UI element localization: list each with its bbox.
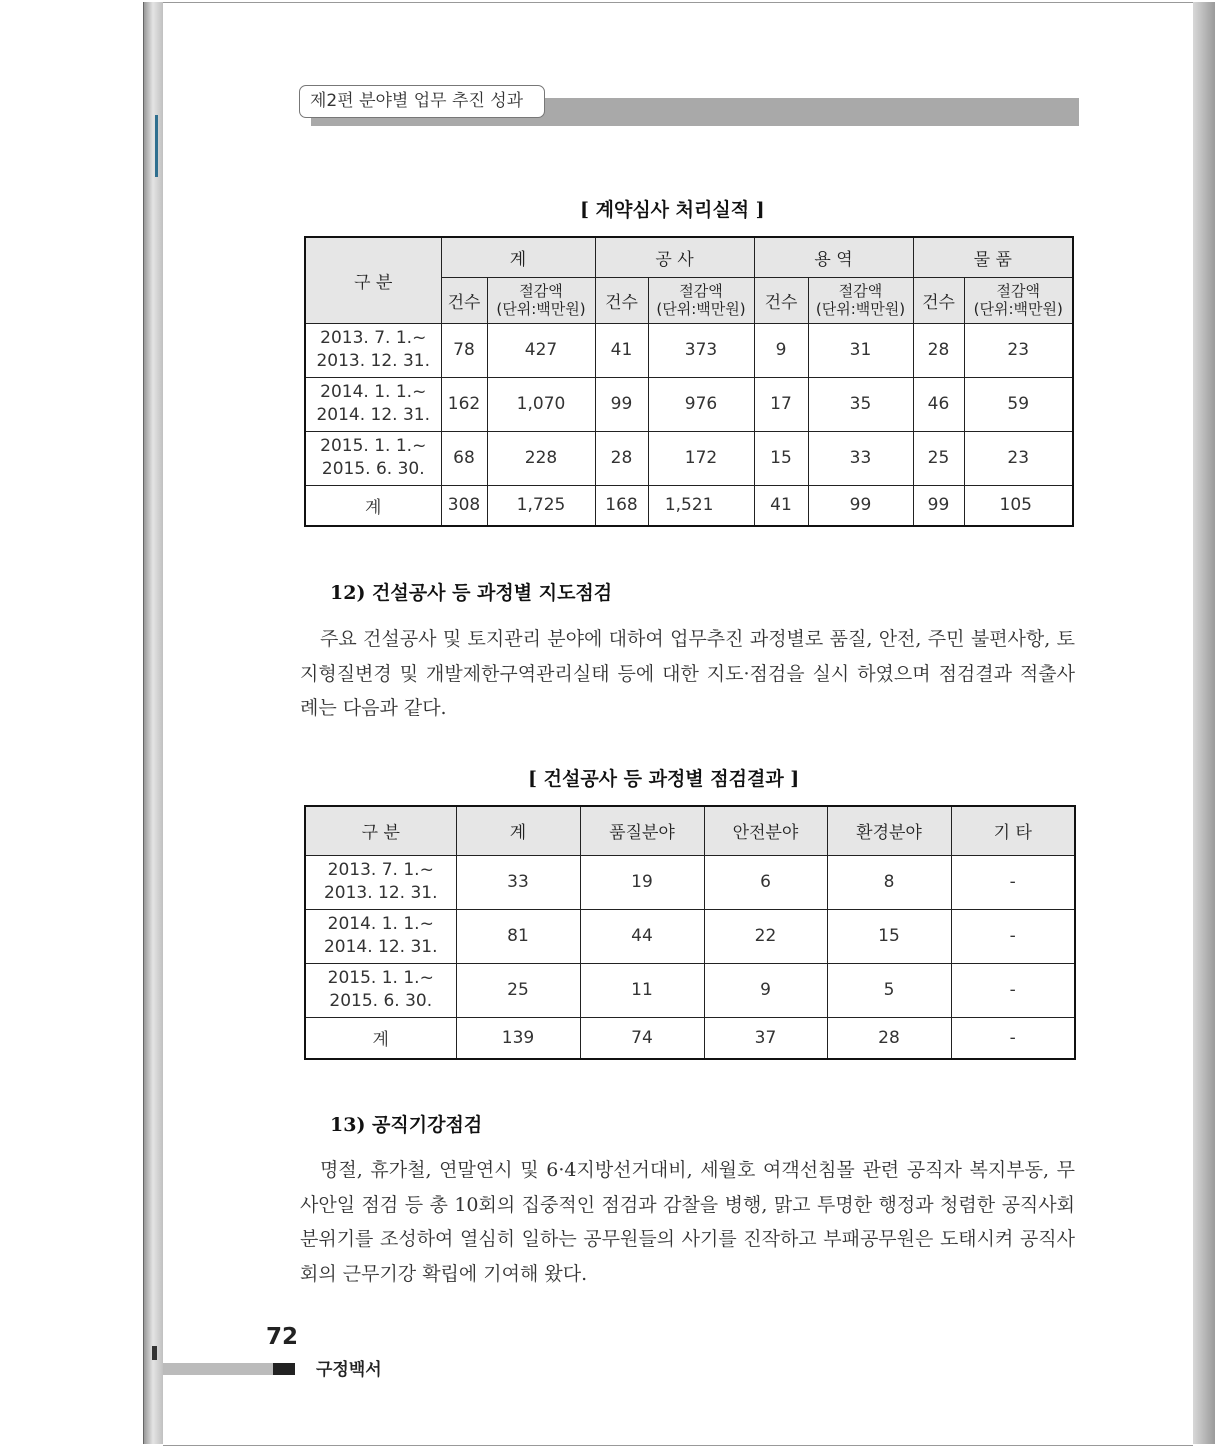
footer-bar: [163, 1363, 273, 1375]
cell: 25: [456, 963, 580, 1017]
total-label: 계: [305, 485, 441, 526]
subheader-count: 건수: [441, 277, 487, 323]
period-end: 2014. 12. 31.: [323, 937, 438, 957]
cell: 15: [827, 909, 951, 963]
cell: 15: [754, 431, 808, 485]
cell: 99: [808, 485, 913, 526]
header-cell: 안전분야: [704, 806, 827, 855]
amount-label: 절감액: [996, 282, 1040, 300]
cell: 6: [704, 855, 827, 909]
cell: 68: [441, 431, 487, 485]
header-cell: 계: [456, 806, 580, 855]
cell: 22: [704, 909, 827, 963]
period-start: 2013. 7. 1.~: [320, 328, 427, 348]
cell: -: [951, 1017, 1075, 1059]
cell: 162: [441, 377, 487, 431]
period-end: 2015. 6. 30.: [321, 459, 425, 479]
cell: 8: [827, 855, 951, 909]
cell: 28: [913, 323, 964, 377]
period-cell: [305, 855, 456, 909]
total-row: [305, 485, 1073, 526]
cell: -: [951, 909, 1075, 963]
cell: 105: [964, 485, 1073, 526]
cell: 46: [913, 377, 964, 431]
cell: 168: [595, 485, 648, 526]
header-cell: 품질분야: [580, 806, 704, 855]
cell: 427: [487, 323, 595, 377]
cell: 139: [456, 1017, 580, 1059]
amount-unit: (단위:백만원): [973, 300, 1063, 318]
period-start: 2013. 7. 1.~: [327, 860, 434, 880]
table-row: [305, 855, 1075, 909]
cell: 33: [456, 855, 580, 909]
period-cell: [305, 431, 441, 485]
period-cell: [305, 377, 441, 431]
cell: 1,521: [648, 485, 754, 526]
table-row: [305, 909, 1075, 963]
header-cell: 기 타: [951, 806, 1075, 855]
amount-label: 절감액: [838, 282, 883, 300]
cell: 35: [808, 377, 913, 431]
cell: 11: [580, 963, 704, 1017]
cell: 1,070: [487, 377, 595, 431]
table1-caption: [ 계약심사 처리실적 ]: [580, 199, 765, 221]
group-header: 물 품: [913, 237, 1073, 277]
cell: -: [951, 963, 1075, 1017]
cell: 31: [808, 323, 913, 377]
group-header: 계: [441, 237, 595, 277]
period-start: 2015. 1. 1.~: [320, 436, 427, 456]
cell: 33: [808, 431, 913, 485]
amount-unit: (단위:백만원): [815, 300, 906, 318]
table-row: [305, 323, 1073, 377]
cell: 976: [648, 377, 754, 431]
subheader-amount: [964, 277, 1073, 323]
subheader-amount: [808, 277, 913, 323]
period-start: 2014. 1. 1.~: [320, 382, 427, 402]
section12-body: 주요 건설공사 및 토지관리 분야에 대하여 업무추진 과정별로 품질, 안전, 주민 불편사항, 토지형질변경 및 개발제한구역관리실태 등에 대한 지도·점검을 실시 하였으며 점검결과 적출사례는 다음과 같다.: [300, 628, 1075, 719]
header-cell: 환경분야: [827, 806, 951, 855]
period-end: 2015. 6. 30.: [329, 991, 433, 1011]
period-cell: [305, 909, 456, 963]
cell: 41: [595, 323, 648, 377]
cell: 59: [964, 377, 1073, 431]
total-label: 계: [305, 1017, 456, 1059]
table-row: [305, 377, 1073, 431]
cell: 74: [580, 1017, 704, 1059]
spine-bookmark: [155, 115, 158, 177]
group-header: 용 역: [754, 237, 913, 277]
spine-mark: [152, 1346, 157, 1360]
cell: 1,725: [487, 485, 595, 526]
cell: 99: [913, 485, 964, 526]
contract-review-table: [304, 236, 1074, 527]
cell: 28: [595, 431, 648, 485]
cell: 17: [754, 377, 808, 431]
cell: 28: [827, 1017, 951, 1059]
period-cell: [305, 323, 441, 377]
cell: 37: [704, 1017, 827, 1059]
subheader-amount: [487, 277, 595, 323]
header-cell: 구 분: [305, 806, 456, 855]
period-start: 2015. 1. 1.~: [327, 968, 434, 988]
period-end: 2013. 12. 31.: [323, 883, 438, 903]
cell: 228: [487, 431, 595, 485]
book-spine: [143, 2, 164, 1444]
subheader-count: 건수: [754, 277, 808, 323]
section12-title: 12) 건설공사 등 과정별 지도점검: [330, 582, 613, 604]
section-tab: 제2편 분야별 업무 추진 성과: [299, 85, 545, 118]
cell: 9: [704, 963, 827, 1017]
cell: 19: [580, 855, 704, 909]
subheader-amount: [648, 277, 754, 323]
cell: 5: [827, 963, 951, 1017]
header-gubun: 구 분: [305, 237, 441, 323]
amount-label: 절감액: [519, 282, 563, 300]
amount-unit: (단위:백만원): [656, 300, 746, 318]
book-title: 구정백서: [316, 1360, 382, 1380]
group-header: 공 사: [595, 237, 754, 277]
cell: 41: [754, 485, 808, 526]
cell: 25: [913, 431, 964, 485]
table2-caption: [ 건설공사 등 과정별 점검결과 ]: [528, 768, 800, 790]
cell: -: [951, 855, 1075, 909]
cell: 373: [648, 323, 754, 377]
footer-square: [273, 1363, 295, 1375]
cell: 78: [441, 323, 487, 377]
cell: 308: [441, 485, 487, 526]
page-number: 72: [266, 1324, 299, 1350]
page-edge-shadow: [1193, 2, 1215, 1444]
subheader-count: 건수: [913, 277, 964, 323]
section13-body: 명절, 휴가철, 연말연시 및 6·4지방선거대비, 세월호 여객선침몰 관련 공직자 복지부동, 무사안일 점검 등 총 10회의 집중적인 점검과 감찰을 병행, 맑고 투명한 행정과 청렴한 공직사회 분위기를 조성하여 열심히 일하는 공무원들의 사기를 진작하고 부패공무원은 도태시켜 공직사회의 근무기강 확립에 기여해 왔다.: [300, 1159, 1075, 1285]
period-cell: [305, 963, 456, 1017]
cell: 23: [964, 323, 1073, 377]
amount-unit: (단위:백만원): [496, 300, 586, 318]
table-row: [305, 963, 1075, 1017]
inspection-result-table: [304, 805, 1076, 1060]
table-row: [305, 431, 1073, 485]
subheader-count: 건수: [595, 277, 648, 323]
cell: 172: [648, 431, 754, 485]
amount-label: 절감액: [679, 282, 723, 300]
cell: 9: [754, 323, 808, 377]
cell: 44: [580, 909, 704, 963]
cell: 81: [456, 909, 580, 963]
period-end: 2013. 12. 31.: [316, 351, 431, 371]
section13-title: 13) 공직기강점검: [330, 1114, 483, 1136]
period-start: 2014. 1. 1.~: [327, 914, 434, 934]
period-end: 2014. 12. 31.: [316, 405, 431, 425]
cell: 23: [964, 431, 1073, 485]
total-row: [305, 1017, 1075, 1059]
cell: 99: [595, 377, 648, 431]
